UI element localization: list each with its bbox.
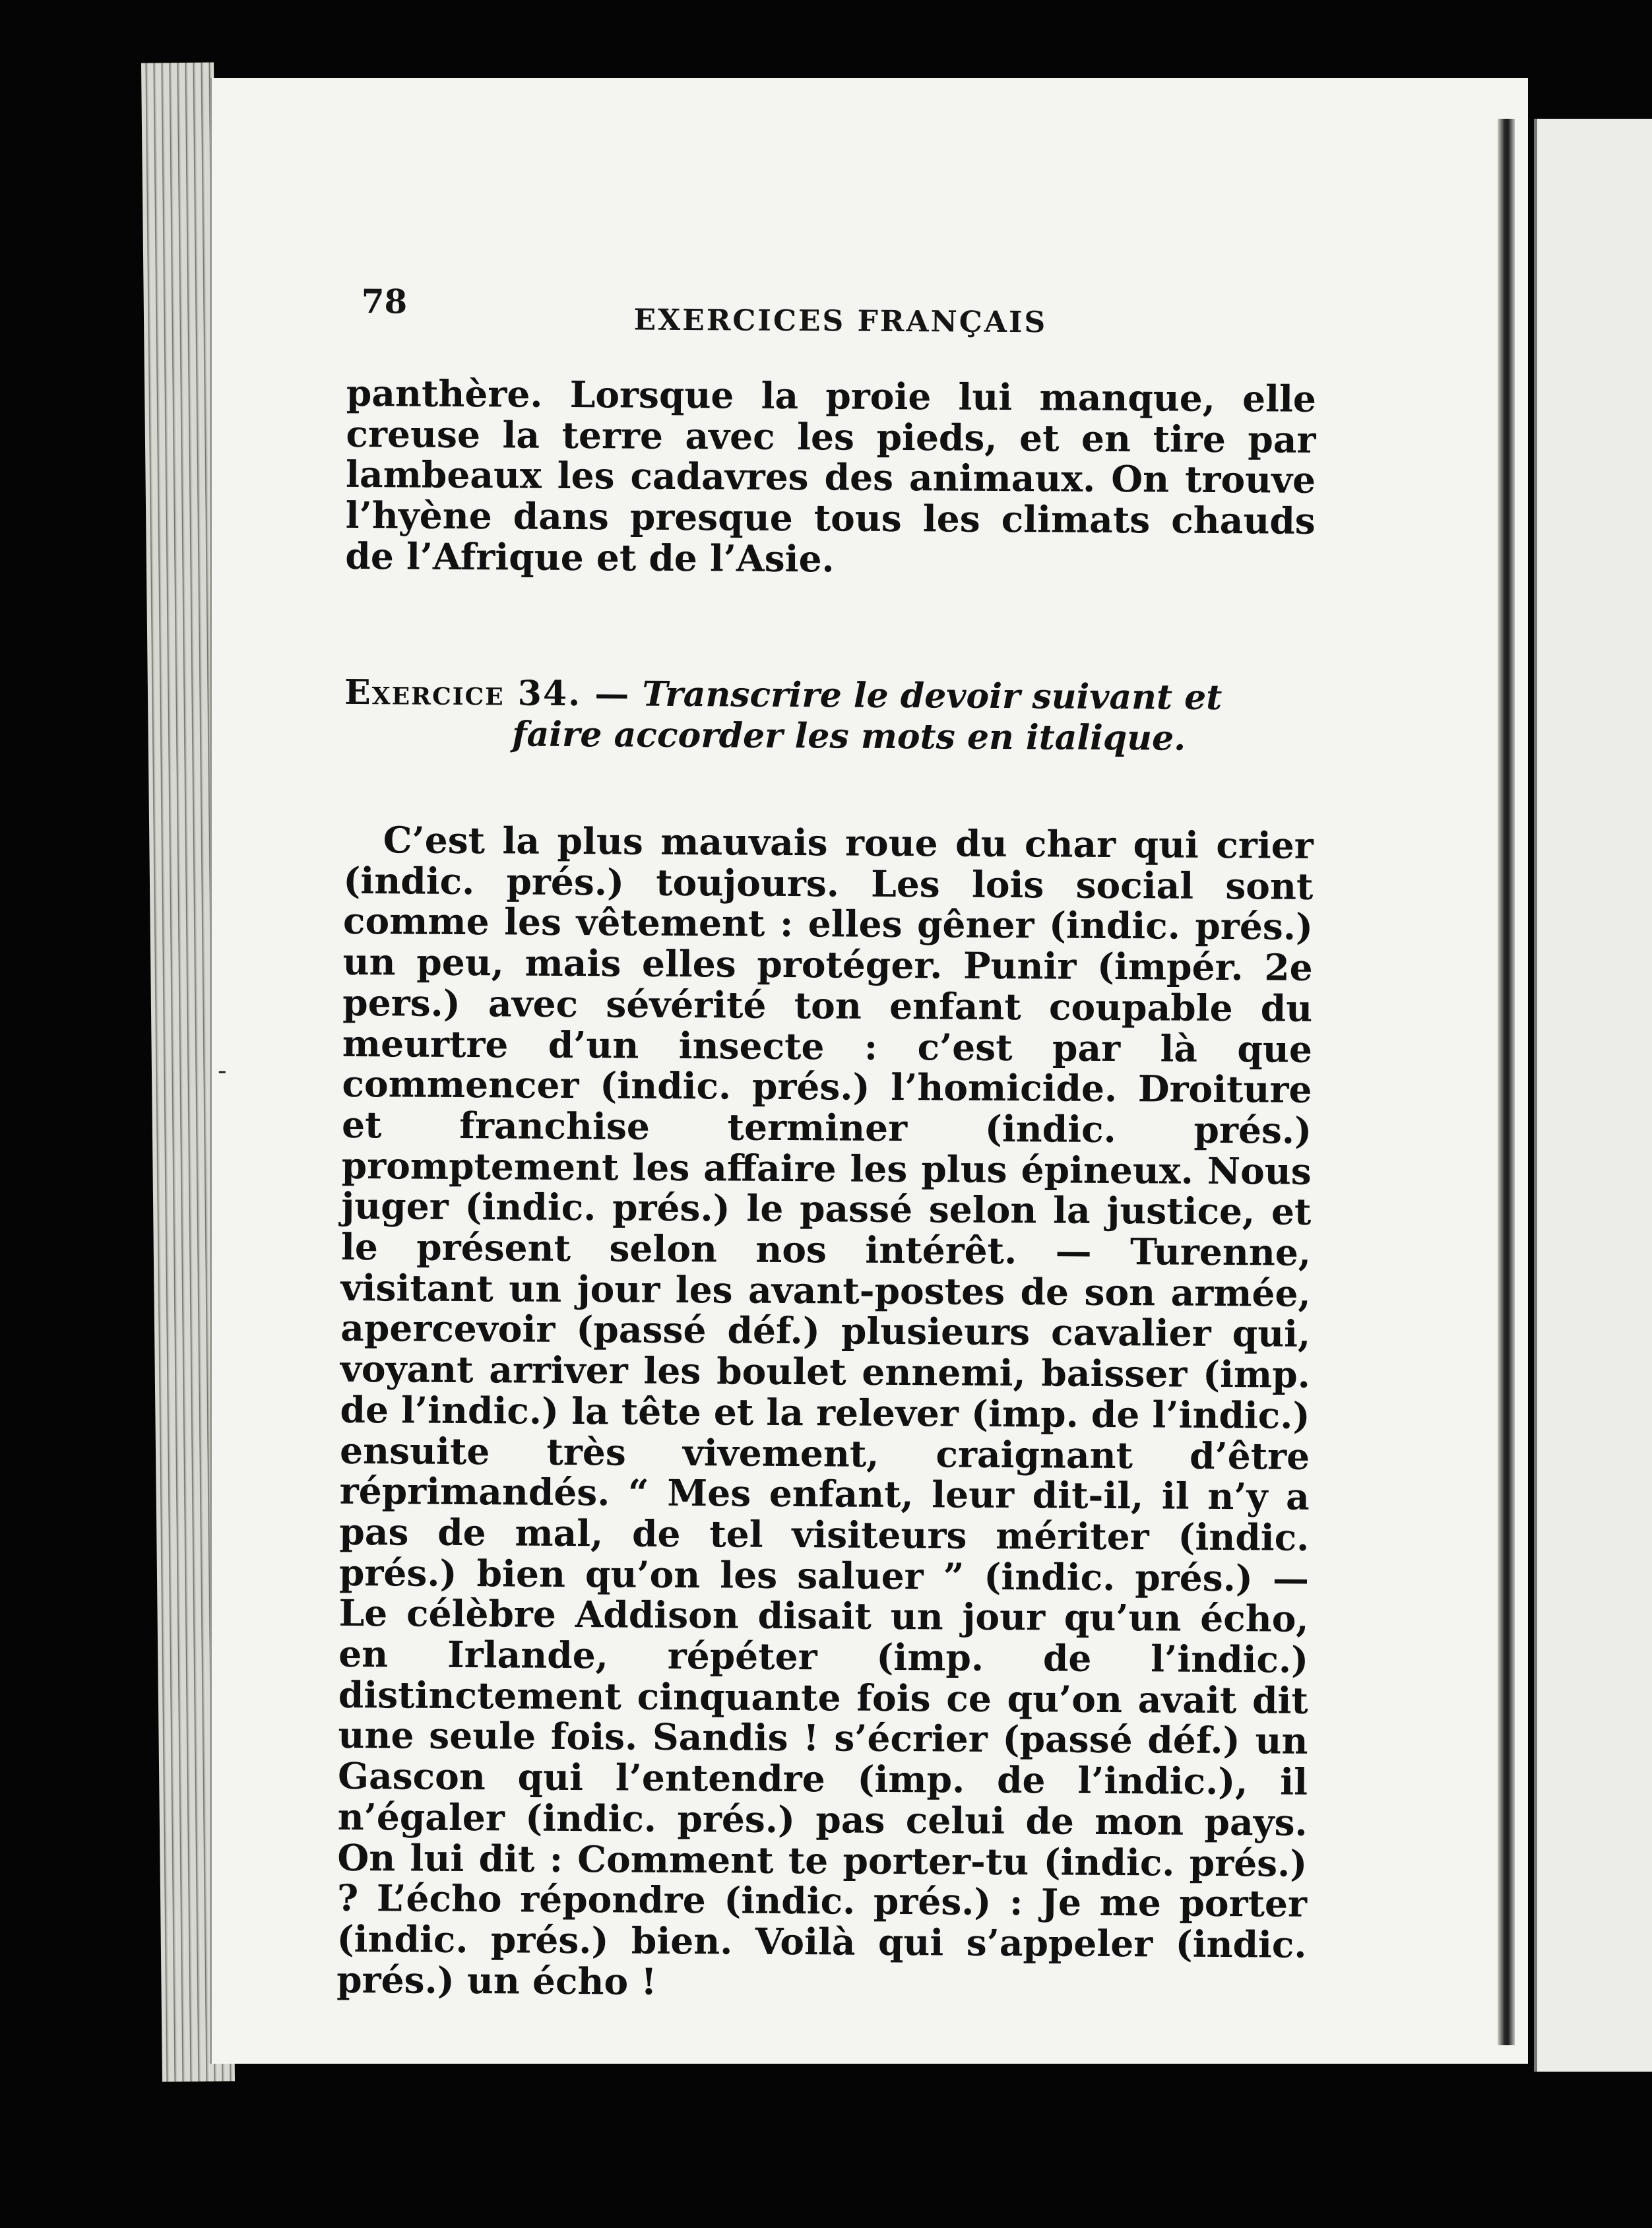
running-head: EXERCICES FRANÇAIS (633, 303, 1048, 340)
exercise-body-text: C’est la plus mauvais roue du char qui crier (indic. prés.) toujours. Les lois social sont comme les vêtement : elles gêner (indic. prés.) un peu, mais elles protéger. Punir (impér. 2e pers.) avec sévérité ton enfant coupable du meurtre d’un insecte : c’est par là que commencer (indic. prés.) l’homicide. Droiture et franchise terminer (indic. prés.) promptement les affaire les plus épineux. Nous juger (indic. prés.) le passé selon la justice, et le présent selon nos intérêt. — Turenne, visitant un jour les avant-postes de son armée, apercevoir (passé déf.) plusieurs cavalier qui, voyant arriver les boulet ennemi, baisser (imp. de l’indic.) la tête et la relever (imp. de l’indic.) ensuite très vivement, craignant d’être réprimandés. “ Mes enfant, leur dit-il, il n’y a pas de mal, de tel visiteurs mériter (indic. prés.) bien qu’on les saluer ” (indic. prés.) — Le célèbre Addison disait un jour qu’un écho, en Irlande, répéter (imp. de l’indic.) distinctement cinquante fois ce qu’on avait dit une seule fois. Sandis ! s’écrier (passé déf.) un Gascon qui l’entendre (imp. de l’indic.), il n’égaler (indic. prés.) pas celui de mon pays. On lui dit : Comment te porter-tu (indic. prés.) ? L’écho répondre (indic. prés.) : Je me porter (indic. prés.) bien. Voilà qui s’appeler (indic. prés.) un écho ! (336, 818, 1314, 2003)
exercise-instruction-line2: faire accorder les mots en italique. (512, 714, 1186, 759)
margin-mark: - (218, 1056, 227, 1086)
exercise-body (336, 819, 1314, 2006)
exercise-instruction-line1: Transcrire le devoir suivant et (642, 674, 1223, 718)
page-number: 78 (361, 282, 408, 321)
continued-paragraph (345, 373, 1316, 582)
continued-paragraph-text: panthère. Lorsque la proie lui manque, elle creuse la terre avec les pieds, et en tire par lambeaux les cadavres des animaux. On trouve l’hyène dans presque tous les climats chauds de l’Afrique et de l’Asie. (345, 371, 1317, 581)
exercise-heading (344, 672, 1315, 760)
exercise-label: Exercice 34. — (344, 672, 631, 715)
